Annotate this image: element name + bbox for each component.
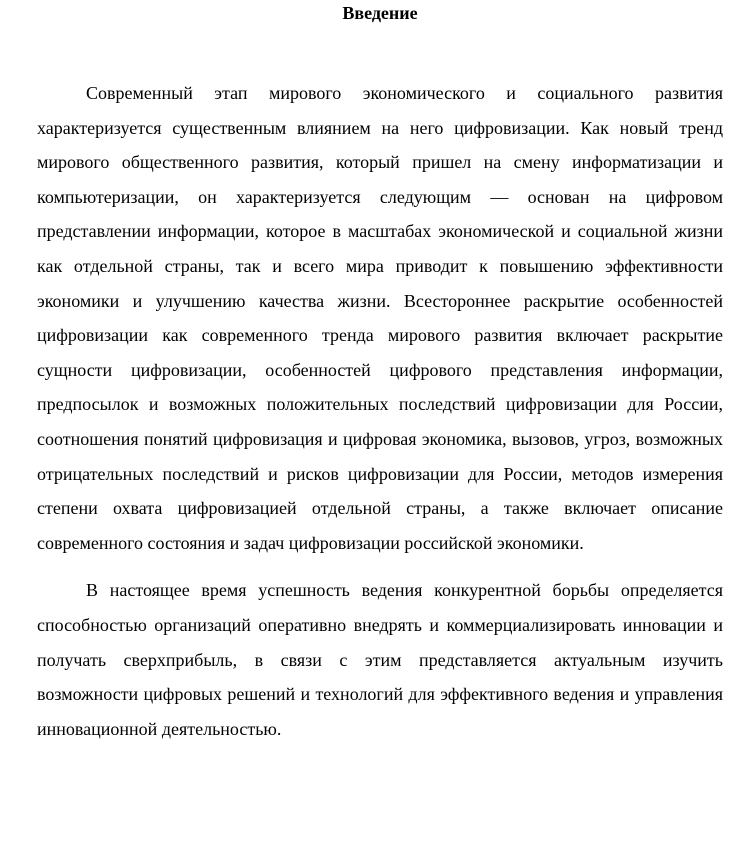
document-page <box>37 0 723 746</box>
paragraph-intro: Современный этап мирового экономического и социального развития характеризуется существенным влиянием на него цифровизации. Как новый тренд мирового общественного развития, который пришел на смену информатизации и компьютеризации, он характеризуется следующим — основан на цифровом представлении информации, которое в масштабах экономической и социальной жизни как отдельной страны, так и всего мира приводит к повышению эффективности экономики и улучшению качества жизни. Всестороннее раскрытие особенностей цифровизации как современного тренда мирового развития включает раскрытие сущности цифровизации, особенностей цифрового представления информации, предпосылок и возможных положительных последствий цифровизации для России, соотношения понятий цифровизация и цифровая экономика, вызовов, угроз, возможных отрицательных последствий и рисков цифровизации для России, методов измерения степени охвата цифровизацией отдельной страны, а также включает описание современного состояния и задач цифровизации российской экономики. <box>37 83 723 553</box>
paragraph-relevance: В настоящее время успешность ведения конкурентной борьбы определяется способностью организаций оперативно внедрять и коммерциализировать инновации и получать сверхприбыль, в связи с этим представляется актуальным изучить возможности цифровых решений и технологий для эффективного ведения и управления инновационной деятельностью. <box>37 580 723 739</box>
document-title: Введение <box>342 3 418 23</box>
